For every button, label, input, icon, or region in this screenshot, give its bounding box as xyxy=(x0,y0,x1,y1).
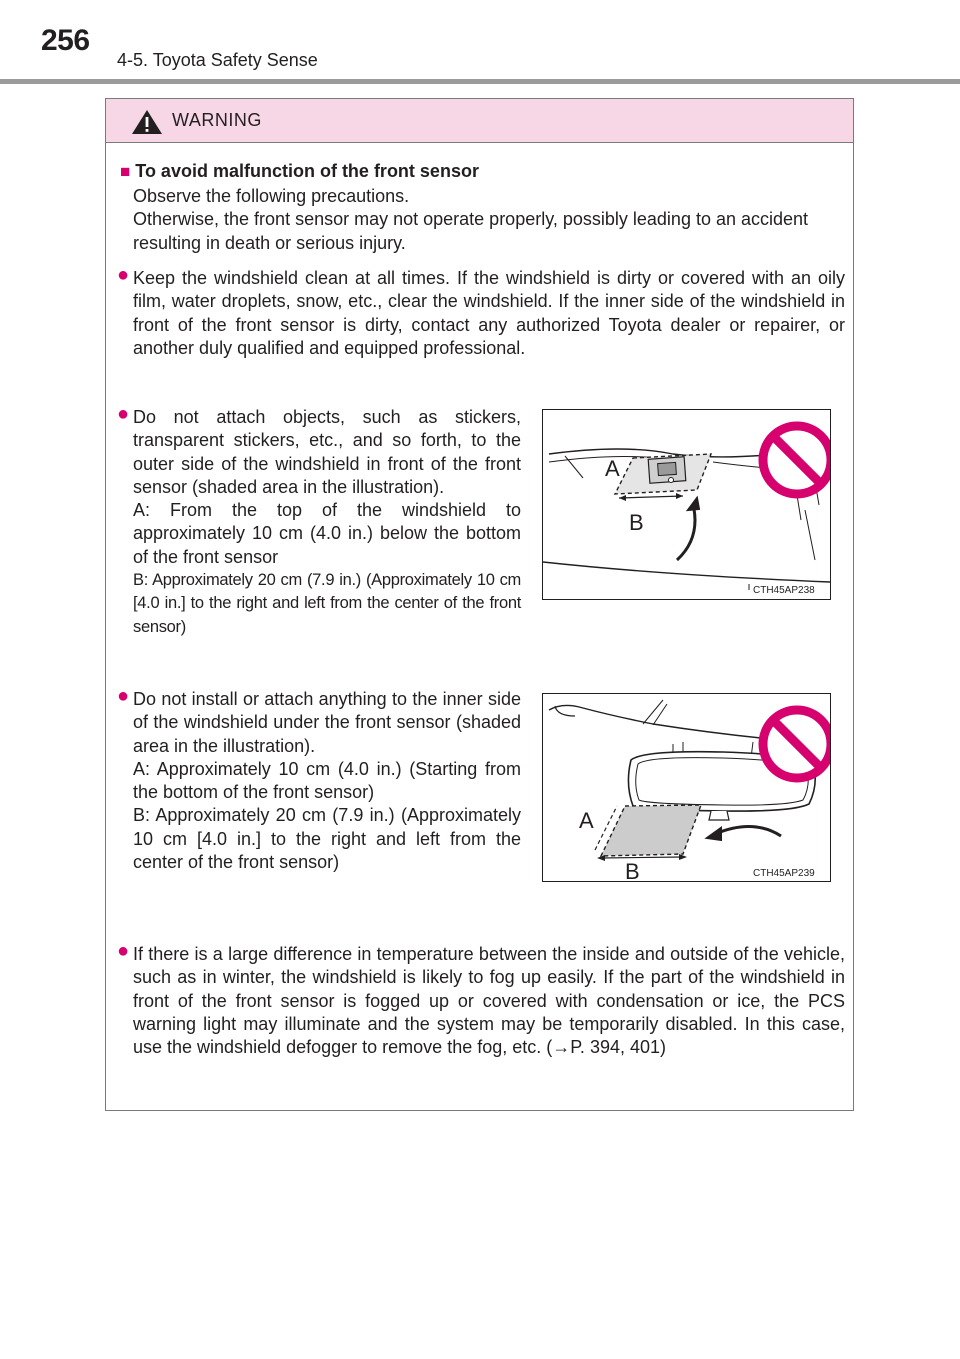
intro-line: Otherwise, the front sensor may not operate properly, possibly leading to an accident resulting in death or serious injury. xyxy=(133,209,809,253)
figure-label-a: A xyxy=(579,808,594,833)
note-b: B: Approximately 20 cm (7.9 in.) (Approximately 10 cm [4.0 in.] to the right and left from the center of the front sensor) xyxy=(133,571,521,636)
note-b: B: Approximately 20 cm (7.9 in.) (Approximately 10 cm [4.0 in.] to the right and left from the center of the front sensor) xyxy=(133,805,521,873)
section-heading xyxy=(120,160,479,183)
intro-line: Observe the following precautions. xyxy=(133,186,410,206)
outer-windshield-figure xyxy=(543,410,830,599)
note-a: A: Approximately 10 cm (4.0 in.) (Starting from the bottom of the front sensor) xyxy=(133,758,521,803)
warning-header xyxy=(106,99,853,143)
header-rule xyxy=(0,79,960,84)
circle-bullet-icon: ● xyxy=(117,403,130,425)
illustration-inner-windshield xyxy=(542,693,831,882)
figure-label-a: A xyxy=(605,456,620,481)
circle-bullet-icon: ● xyxy=(117,685,130,707)
figure-label-b: B xyxy=(629,510,644,535)
arrow-icon: → xyxy=(552,1037,571,1058)
circle-bullet-icon: ● xyxy=(117,264,130,286)
section-heading-text: To avoid malfunction of the front sensor xyxy=(135,161,479,181)
figure-label-b: B xyxy=(625,859,640,881)
bullet-text: If there is a large difference in temperature between the inside and outside of the vehicle, such as in winter, the windshield is likely to fog up easily. If the part of the windshield in front of the front sensor is fogged up or covered with condensation or ice, the PCS warning light may illuminate and the system may be temporarily disabled. In this case, use the windshield defogger to remove the fog, etc. ( xyxy=(133,944,845,1058)
warning-box xyxy=(105,98,854,1111)
circle-bullet-icon: ● xyxy=(117,940,130,962)
section-title: 4-5. Toyota Safety Sense xyxy=(117,50,318,70)
intro-text xyxy=(133,185,848,255)
bullet-text: Do not install or attach anything to the inner side of the windshield under the front sensor (shaded area in the illustration). xyxy=(133,689,521,756)
square-bullet-icon: ■ xyxy=(120,162,131,181)
bullet-inner-side xyxy=(133,688,521,874)
inner-windshield-figure xyxy=(543,694,830,881)
bullet-temperature xyxy=(133,943,845,1059)
warning-triangle-icon xyxy=(131,109,163,135)
figure-code: CTH45AP239 xyxy=(753,868,815,879)
bullet-keep-clean: Keep the windshield clean at all times. If the windshield is dirty or covered with an oily film, water droplets, snow, etc., clear the windshield. If the inner side of the windshield in front of the front sensor is dirty, contact any authorized Toyota dealer or repairer, or another duly qualified and equipped professional. xyxy=(133,268,845,358)
page-number: 256 xyxy=(41,24,90,57)
page-reference: P. 394, 401) xyxy=(570,1037,666,1058)
bullet-outer-side xyxy=(133,406,521,639)
bullet-text: Do not attach objects, such as stickers, transparent stickers, etc., and so forth, to the outer side of the windshield in front of the front sensor (shaded area in the illustration). xyxy=(133,407,521,497)
figure-code: CTH45AP238 xyxy=(753,585,815,596)
warning-label: WARNING xyxy=(172,110,262,130)
note-a: A: From the top of the windshield to approximately 10 cm (4.0 in.) below the bottom of the front sensor xyxy=(133,500,521,567)
illustration-outer-windshield xyxy=(542,409,831,600)
